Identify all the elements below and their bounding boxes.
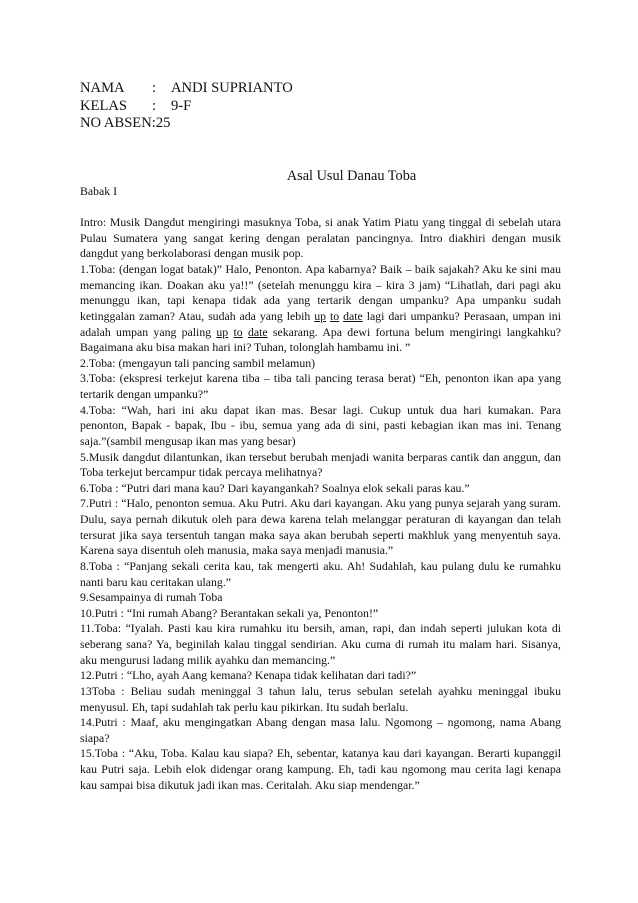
underlined-to: to xyxy=(233,324,243,339)
class-label: KELAS xyxy=(80,97,128,114)
section-heading: Babak I xyxy=(80,184,118,198)
paragraph-intro: Intro: Musik Dangdut mengiringi masuknya Toba, si anak Yatim Piatu yang tinggal di sebelah utara Pulau Sumatera yang sangat kering dengan peralatan pancingnya. Intro diakhiri dengan musik dangdut yang berkolaborasi dengan musik pop. xyxy=(80,215,561,261)
name-row xyxy=(80,80,293,98)
paragraph-6: 6.Toba : “Putri dari mana kau? Dari kayangankah? Soalnya elok sekali paras kau.” xyxy=(80,480,470,495)
paragraph-11: 11.Toba: “Iyalah. Pasti kau kira rumahku itu bersih, aman, rapi, dan indah seperti julukan kota di seberang sana? Ya, beginilah kalau tinggal sendirian. Aku cuma di rumah itu malam hari. Sisanya, aku mengurusi ladang milik ayahku dan memancing.” xyxy=(80,621,561,667)
class-value: 9-F xyxy=(171,97,192,114)
paragraph-1-text-a: 1.Toba: (dengan logat batak)” Halo, Penonton. Apa kabarnya? Baik – baik sajakah? Aku ke sini mau memancing ikan. Doakan aku ya!!” (setelah menunggu kira – kira 3 jam) “Lihatlah, dari pagi aku menunggu ikan, tapi kenapa tidak ada yang tertarik dengan umpanku? Apa umpanku sudah ketinggalan zaman? Atau, sudah ada yang lebih xyxy=(80,262,561,323)
paragraph-1-text-d: lagi dari umpanku? Perasaan, umpan ini adalah umpan yang paling xyxy=(80,308,561,339)
class-row xyxy=(80,98,293,116)
paragraph-1-text-g: sekarang. Apa dewi fortuna belum mengiringi langkahku? Bagaimana aku bisa makan hari ini? Tuhan, tolonglah hambamu ini. ” xyxy=(80,324,562,355)
paragraph-10: 10.Putri : “Ini rumah Abang? Berantakan sekali ya, Penonton!” xyxy=(80,605,379,620)
absen-value: 25 xyxy=(155,115,171,131)
paragraph-1 xyxy=(80,262,561,356)
name-value: ANDI SUPRIANTO xyxy=(171,80,293,96)
paragraph-4: 4.Toba: “Wah, hari ini aku dapat ikan mas. Besar lagi. Cukup untuk dua hari kumakan. Para penonton, Bapak - bapak, Ibu - ibu, semua yang ada di sini, pasti kebagian ikan mas ini. Tenang saja.”(sambil mengusap ikan mas yang besar) xyxy=(80,402,561,448)
paragraph-3: 3.Toba: (ekspresi terkejut karena tiba – tiba tali pancing terasa berat) “Eh, penonton ikan apa yang tertarik dengan umpanku?” xyxy=(80,371,561,402)
underlined-date: date xyxy=(247,324,268,339)
paragraph-12: 12.Putri : “Lho, ayah Aang kemana? Kenapa tidak kelihatan dari tadi?” xyxy=(80,668,417,683)
paragraph-5: 5.Musik dangdut dilantunkan, ikan tersebut berubah menjadi wanita berparas cantik dan anggun, dan Toba terkejut bercampur tidak percaya melihatnya? xyxy=(80,449,561,480)
underlined-up: up xyxy=(216,324,229,339)
absen-label: NO ABSEN: xyxy=(80,115,156,131)
paragraph-13: 13Toba : Beliau sudah meninggal 3 tahun lalu, terus sebulan setelah ayahku meninggal ibuku menyusul. Eh, tapi sudahlah tak perlu kau pikirkan. Itu sudah berlalu. xyxy=(80,683,561,714)
underlined-up: up xyxy=(314,308,327,323)
document-title: Asal Usul Danau Toba xyxy=(286,168,417,184)
student-info xyxy=(80,80,293,133)
name-label: NAMA xyxy=(80,80,125,96)
name-separator: : xyxy=(152,80,157,96)
paragraph-14: 14.Putri : Maaf, aku mengingatkan Abang dengan masa lalu. Ngomong – ngomong, nama Abang siapa? xyxy=(80,715,561,745)
document-body xyxy=(80,184,561,793)
paragraph-9: 9.Sesampainya di rumah Toba xyxy=(80,590,223,605)
underlined-to: to xyxy=(329,308,340,323)
paragraph-2: 2.Toba: (mengayun tali pancing sambil melamun) xyxy=(80,355,316,370)
absen-row xyxy=(80,115,293,133)
paragraph-15: 15.Toba : “Aku, Toba. Kalau kau siapa? Eh, sebentar, katanya kau dari kayangan. Berarti kupanggil kau Putri saja. Lebih elok didengar orang kampung. Eh, tadi kau ngomong mau cerita lagi kenapa kau sampai bisa dikutuk jadi ikan mas. Ceritalah. Aku siap mendengar.” xyxy=(80,746,561,792)
paragraph-8: 8.Toba : “Panjang sekali cerita kau, tak mengerti aku. Ah! Sudahlah, kau pulang dulu ke rumahku nanti baru kau ceritakan ulang.” xyxy=(80,558,561,589)
underlined-date: date xyxy=(343,308,363,323)
class-separator: : xyxy=(152,97,157,114)
paragraph-7: 7.Putri : “Halo, penonton semua. Aku Putri. Aku dari kayangan. Aku yang punya sejarah yang suram. Dulu, saya pernah dikutuk oleh para dewa karena telah melanggar peraturan di kayangan dan telah tersurat jika saya tersentuh tangan maka saya akan berubah seperti makhluk yang menyentuh saya. Karena saya disentuh oleh manusia, maka saya menjadi manusia.” xyxy=(80,496,561,558)
